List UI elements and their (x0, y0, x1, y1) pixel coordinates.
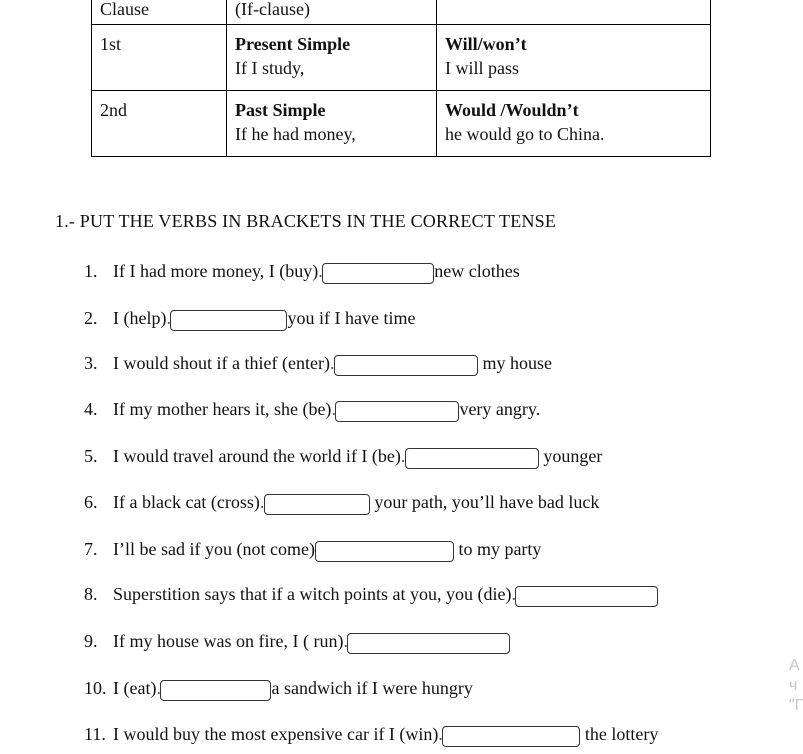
item-number: 8. (84, 584, 98, 604)
item-number: 11. (84, 724, 106, 744)
if-tense: Past Simple (235, 100, 326, 120)
exercise-item (84, 443, 602, 469)
answer-input-7[interactable] (315, 541, 454, 562)
dotted-line: . (259, 492, 264, 512)
exercise-item (84, 350, 552, 376)
if-example: If he had money, (235, 124, 356, 144)
exercise-item (84, 396, 540, 422)
answer-input-3[interactable] (334, 355, 478, 376)
item-prompt: I would travel around the world if I (be) (113, 446, 401, 466)
item-prompt: If my mother hears it, she (be) (113, 399, 332, 419)
dotted-line: . (331, 399, 336, 419)
dotted-line: . (166, 308, 171, 328)
answer-input-1[interactable] (322, 263, 434, 284)
main-tense: Will/won’t (445, 34, 527, 54)
exercise-item (84, 675, 473, 701)
exercise-item (84, 536, 541, 562)
side-text-line: ч (789, 677, 798, 694)
item-number: 9. (84, 631, 98, 651)
item-number: 4. (84, 399, 98, 419)
dotted-line: . (318, 261, 323, 281)
exercise-heading: 1.- PUT THE VERBS IN BRACKETS IN THE CORRECT TENSE (55, 211, 557, 231)
item-number: 2. (84, 308, 98, 328)
item-number: 7. (84, 539, 98, 559)
item-continuation: to my party (453, 539, 542, 559)
answer-input-11[interactable] (442, 726, 580, 747)
answer-input-10[interactable] (160, 680, 271, 701)
if-clause-cell (227, 25, 437, 91)
item-continuation: younger (538, 446, 603, 466)
item-prompt: Superstition says that if a witch points at you, you (die) (113, 584, 512, 604)
item-continuation: my house (477, 353, 552, 373)
item-prompt: I would buy the most expensive car if I (win) (113, 724, 439, 744)
main-example: I will pass (445, 58, 519, 78)
dotted-line: . (438, 724, 443, 744)
exercise-item (84, 628, 510, 654)
item-continuation: a sandwich if I were hungry (271, 678, 473, 698)
if-clause-cell (227, 91, 437, 157)
answer-input-4[interactable] (335, 401, 459, 422)
conditionals-table (91, 0, 711, 157)
item-prompt: I (help) (113, 308, 167, 328)
exercise-item (84, 581, 658, 607)
item-continuation: very angry. (459, 399, 541, 419)
clause-cell: 2nd (92, 91, 227, 157)
cropped-side-text (789, 656, 803, 716)
main-tense: Would /Wouldn’t (445, 100, 579, 120)
item-number: 5. (84, 446, 98, 466)
answer-input-2[interactable] (170, 310, 287, 331)
table-row (92, 25, 711, 91)
dotted-line: . (343, 631, 348, 651)
main-clause-cell (437, 25, 711, 91)
item-number: 10. (84, 678, 107, 698)
table-row (92, 91, 711, 157)
dotted-line: . (511, 584, 516, 604)
item-number: 3. (84, 353, 98, 373)
side-text-line: А (789, 657, 800, 674)
table-header-row (92, 0, 711, 25)
exercise-item (84, 721, 658, 747)
header-if-clause: (If-clause) (227, 0, 437, 25)
if-example: If I study, (235, 58, 305, 78)
answer-input-5[interactable] (405, 448, 539, 469)
item-prompt: I (eat) (113, 678, 157, 698)
exercise-item (84, 305, 415, 331)
exercise-item (84, 258, 520, 284)
item-continuation: new clothes (434, 261, 520, 281)
item-number: 1. (84, 261, 98, 281)
main-clause-cell (437, 91, 711, 157)
header-clause: Clause (92, 0, 227, 25)
exercise-item (84, 489, 599, 515)
dotted-line: . (400, 446, 405, 466)
item-number: 6. (84, 492, 98, 512)
answer-input-8[interactable] (515, 586, 658, 607)
dotted-line: . (329, 353, 334, 373)
main-example: he would go to China. (445, 124, 605, 144)
item-continuation: you if I have time (287, 308, 416, 328)
item-prompt: If a black cat (cross) (113, 492, 260, 512)
item-prompt: If my house was on fire, I ( run) (113, 631, 344, 651)
side-text-line: "Г (789, 697, 803, 714)
answer-input-6[interactable] (264, 494, 370, 515)
item-continuation: the lottery (580, 724, 659, 744)
header-main-clause (437, 0, 711, 25)
dotted-line: . (156, 678, 161, 698)
if-tense: Present Simple (235, 34, 351, 54)
item-prompt: I would shout if a thief (enter) (113, 353, 330, 373)
answer-input-9[interactable] (347, 633, 510, 654)
item-continuation: your path, you’ll have bad luck (369, 492, 600, 512)
item-prompt: I’ll be sad if you (not come) (113, 539, 315, 559)
item-prompt: If I had more money, I (buy) (113, 261, 319, 281)
clause-cell: 1st (92, 25, 227, 91)
